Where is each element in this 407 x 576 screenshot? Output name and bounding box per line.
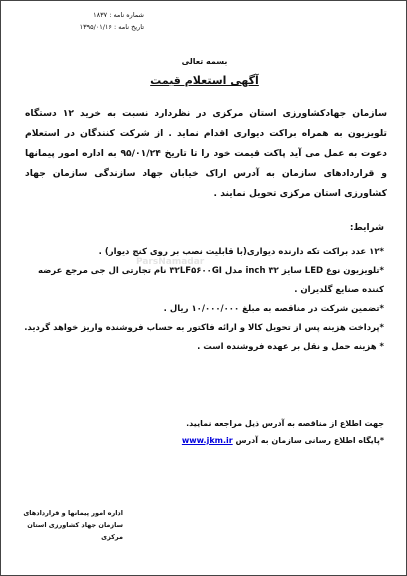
- letter-date: تاریخ نامه : ۱۳۹۵/۰۱/۱۶: [79, 23, 144, 31]
- website-line: [24, 432, 384, 449]
- notice-body: سازمان جهادکشاورزی استان مرکزی در نظردارد نسبت به خرید ۱۲ دستگاه تلویزیون به همراه براکت دیواری اقدام نماید . از شرکت کنندگان در استعلام دعوت به عمل می آید پاکت قیمت خود را تا تاریخ ۹۵/۰۱/۲۴ به اداره امور پیمانها و قراردادهای سازمان به آدرس اراک خیابان جهاد سازندگی سازمان جهاد کشاورزی استان مرکزی تحویل نمایند .: [25, 108, 388, 199]
- website-link[interactable]: www.jkm.ir: [181, 436, 233, 445]
- condition-item: *تلویزیون نوع LED سایز inch ۳۲ مدل ۳۲LF۵۶۰۰GI نام تجارتی ال جی مرجع عرضه کننده صنایع گلدیران .: [37, 266, 384, 295]
- info-line: جهت اطلاع از مناقصه به آدرس ذیل مراجعه نمایید.: [186, 419, 384, 428]
- letter-reference: [19, 9, 144, 33]
- letter-number: شماره نامه : ۱۸۳۷: [93, 11, 144, 19]
- basmala: بسمه تعالی: [181, 57, 228, 66]
- signature-block: [23, 507, 123, 543]
- condition-item: * هزینه حمل و نقل بر عهده فروشنده است .: [197, 342, 384, 352]
- signature-line: اداره امور پیمانها و قراردادهای: [23, 509, 123, 517]
- website-label: *پایگاه اطلاع رسانی سازمان به آدرس: [235, 436, 384, 445]
- conditions-list: [24, 243, 384, 357]
- signature-line: سازمان جهاد کشاورزی استان مرکزی: [27, 521, 123, 541]
- condition-item: *۱۲ عدد براکت تکه دارنده دیواری(با قابلیت نصب بر روی کنج دیوار) .: [98, 247, 384, 257]
- contact-info: [24, 415, 384, 449]
- condition-item: *تضمین شرکت در مناقصه به مبلغ ۱۰/۰۰۰/۰۰۰ ریال .: [163, 304, 384, 314]
- notice-title: آگهی استعلام قیمت: [150, 74, 259, 87]
- conditions-heading: شرایط:: [349, 223, 384, 233]
- watermark: ParsNamadar: [136, 257, 205, 267]
- condition-item: *پرداخت هزینه پس از تحویل کالا و ارائه فاکتور به حساب فروشنده واریز خواهد گردید.: [24, 323, 384, 333]
